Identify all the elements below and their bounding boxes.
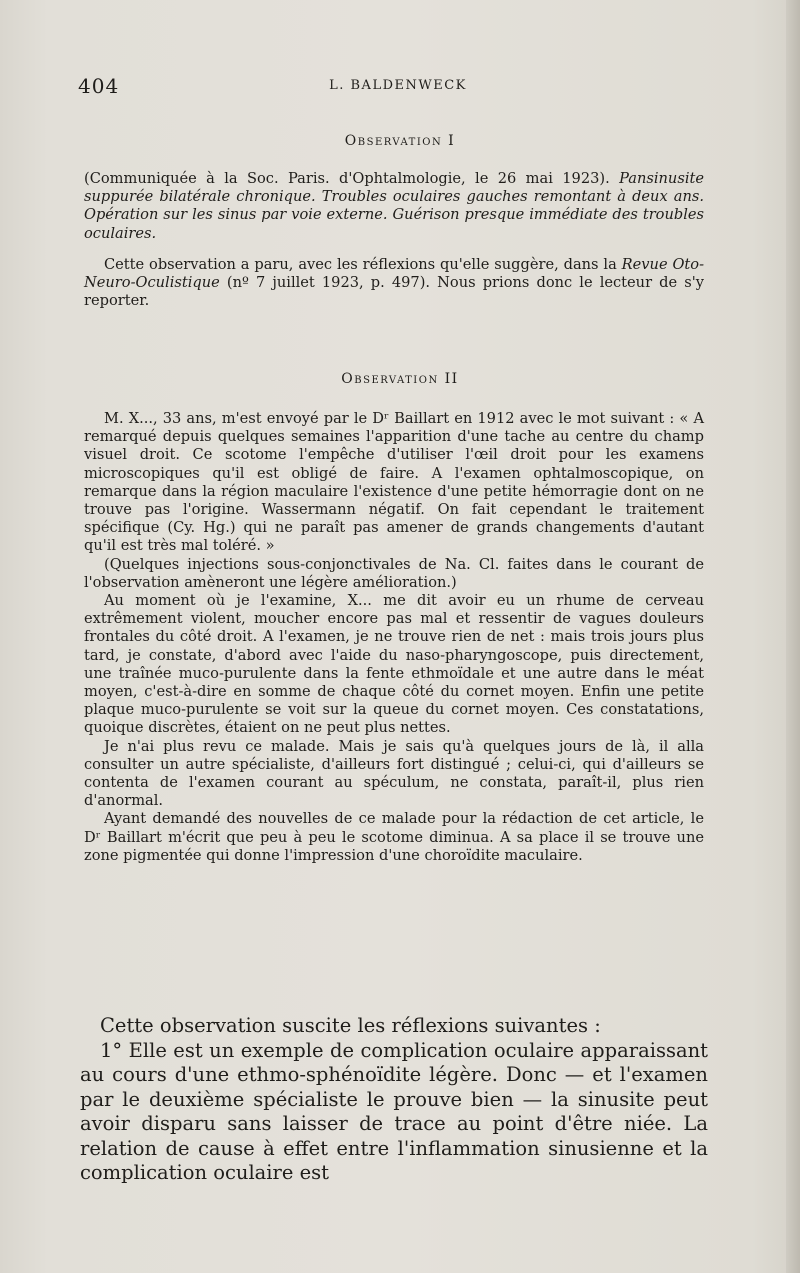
page-edge — [786, 0, 800, 1273]
reflexions-point-1: 1° Elle est un exemple de complication oculaire apparaissant au cours d'une ethmo-sphénoïdite légère. Donc — et l'examen par le deuxième spécialiste le prouve bien — la sinusite peut avoir disparu sans laisser de trace au point d'être niée. La relation de cause à effet entre l'inflammation sinusienne et la complication oculaire est — [80, 1038, 708, 1184]
observation-1-intro — [84, 170, 704, 243]
observation-2-title: Observation II — [341, 371, 459, 387]
page-header — [78, 74, 718, 98]
observation-2-paragraph: M. X..., 33 ans, m'est envoyé par le Dʳ Baillart en 1912 avec le mot suivant : « A remarqué depuis quelques semaines l'apparition d'une tache au centre du champ visuel droit. Ce scotome l'empêche d'utiliser l'œil droit pour les examens microscopiques qu'il est obligé de faire. A l'examen ophtalmoscopique, on remarque dans la région maculaire l'existence d'une petite hémorragie dont on ne trouve pas l'origine. Wassermann négatif. On fait cependant le traitement spécifique (Cy. Hg.) qui ne paraît pas amener de grands changements d'autant qu'il est très mal toléré. » — [84, 410, 704, 555]
observation-1-body — [84, 170, 704, 310]
observation-2-paragraph: Je n'ai plus revu ce malade. Mais je sais qu'à quelques jours de là, il alla consulter un autre spécialiste, d'ailleurs fort distingué ; celui-ci, qui d'ailleurs se contenta de l'examen courant au spéculum, ne constata, paraît-il, plus rien d'anormal. — [84, 737, 704, 810]
p2-text-a: Cette observation a paru, avec les réflexions qu'elle suggère, dans la — [104, 255, 622, 273]
observation-2-paragraph: Au moment où je l'examine, X... me dit avoir eu un rhume de cerveau extrêmement violent, moucher encore pas mal et ressentir de vagues douleurs frontales du côté droit. A l'examen, je ne trouve rien de net : mais trois jours plus tard, je constate, d'abord avec l'aide du naso-pharyngoscope, puis directement, une traînée muco-purulente dans la fente ethmoïdale et une autre dans le méat moyen, c'est-à-dire en somme de chaque côté du cornet moyen. Enfin une petite plaque muco-purulente se voit sur la queue du cornet moyen. Ces constatations, quoique discrètes, étaient on ne peut plus nettes. — [84, 592, 704, 737]
intro-italic: Pansinusite suppurée bilatérale chronique. Troubles oculaires gauches remontant à deux ans. Opération sur les sinus par voie externe. Guérison presque immédiate des troubles oculaires. — [84, 170, 704, 242]
observation-1-paragraph — [84, 256, 704, 311]
page-number: 404 — [78, 74, 120, 98]
journal-title: Revue Oto-Neuro-Oculistique — [84, 255, 704, 292]
intro-roman: (Communiquée à la Soc. Paris. d'Ophtalmologie, le 26 mai 1923). — [84, 170, 620, 187]
p2-text-b: (nº 7 juillet 1923, p. 497). Nous prions donc le lecteur de s'y reporter. — [84, 274, 704, 310]
reflexions-section — [80, 1014, 708, 1186]
reflexions-heading: Cette observation suscite les réflexions suivantes : — [100, 1014, 601, 1037]
observation-1-title: Observation I — [344, 133, 456, 149]
observation-2-body — [84, 410, 704, 865]
running-head: L. BALDENWECK — [329, 78, 467, 93]
observation-2-paragraph: Ayant demandé des nouvelles de ce malade pour la rédaction de cet article, le Dʳ Baillart m'écrit que peu à peu le scotome diminua. A sa place il se trouve une zone pigmentée qui donne l'impression d'une choroïdite maculaire. — [84, 810, 704, 864]
observation-2-paragraph: (Quelques injections sous-conjonctivales de Na. Cl. faites dans le courant de l'observation amèneront une légère amélioration.) — [84, 555, 704, 591]
